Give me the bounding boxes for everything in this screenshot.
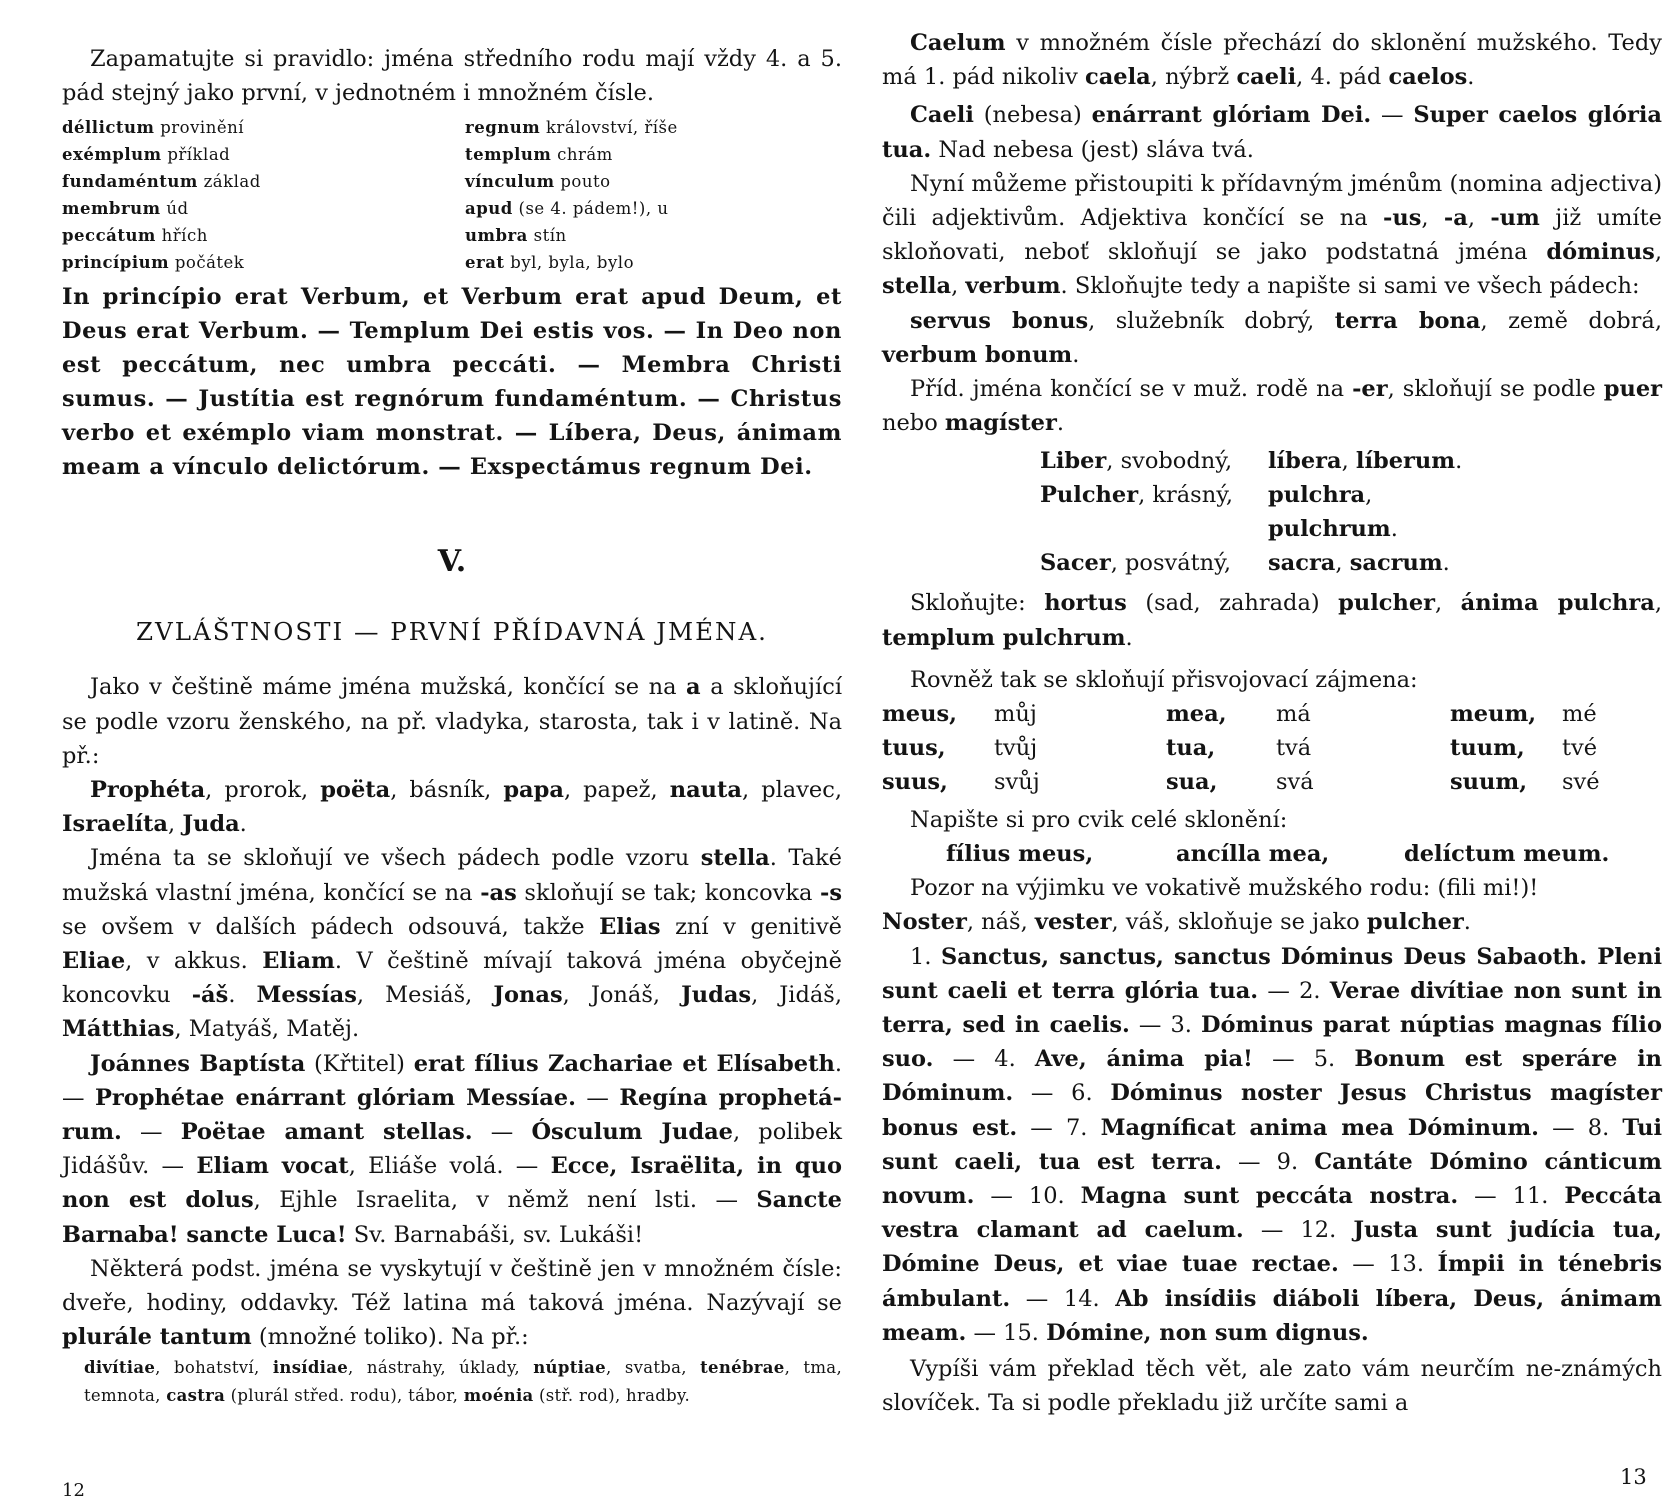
text-segment: , nástrahy, úklady, <box>348 1358 534 1378</box>
vocab-entry <box>62 222 465 249</box>
text-segment: . <box>228 982 257 1009</box>
page-number-right: 13 <box>1620 1465 1647 1489</box>
bold-term: Dóminus parat núptias magnas fílio suo. <box>882 1012 1662 1073</box>
pronoun-latin: sua, <box>1166 769 1218 796</box>
bold-term: pulchrum <box>1268 516 1391 543</box>
vocab-word: erat <box>465 253 505 273</box>
bold-term: hortus <box>1044 590 1127 617</box>
paragraph-plurale-tantum <box>62 1252 842 1355</box>
text-segment: — 6. <box>1013 1080 1111 1107</box>
bold-term: Elias <box>599 913 661 940</box>
bold-term: nauta <box>669 777 742 804</box>
paragraph-servus-bonus <box>882 304 1662 372</box>
bold-term: sacra <box>1268 550 1336 577</box>
text-segment: , Ejhle Israelita, v němž není lsti. — <box>253 1187 757 1214</box>
text-segment: a skloňující se podle vzoru ženského, na př. vladyka, starosta, tak i v latině. Na př.: <box>62 674 843 769</box>
vocab-meaning: chrám <box>557 145 613 165</box>
bold-term: -us <box>1383 205 1422 232</box>
bold-term: Sanctus, sanctus, sanctus Dóminus Deus Sabaoth. Pleni sunt caeli et terra glória tua. <box>882 943 1662 1004</box>
bold-term: a <box>686 674 701 701</box>
pronoun-latin: tuum, <box>1450 735 1525 762</box>
text-segment: , tma, temnota, <box>84 1358 842 1406</box>
bold-term: terra bona <box>1334 307 1481 334</box>
text-segment: , země dobrá, <box>1480 307 1662 334</box>
text-segment: , <box>1467 205 1491 232</box>
rule-paragraph: Zapamatujte si pravidlo: jména středního rodu mají vždy 4. a 5. pád stejný jako první, v jednotném i množném čísle. <box>62 46 842 107</box>
bold-term: Israelíta <box>62 811 169 838</box>
text-segment: . <box>1056 410 1064 437</box>
text-segment: , <box>1435 590 1461 617</box>
pronoun-czech: má <box>1276 701 1311 728</box>
text-segment: — <box>472 1119 532 1146</box>
page-number-left: 12 <box>62 1480 85 1501</box>
vocab-meaning: byl, byla, bylo <box>510 253 634 273</box>
pronoun-czech: tvá <box>1276 735 1312 762</box>
bold-term: caela <box>1085 64 1151 91</box>
bold-term: templum pulchrum <box>882 624 1126 651</box>
bold-term: Eliam <box>262 948 335 975</box>
text-segment: — 7. <box>1017 1114 1101 1141</box>
text-segment: . <box>1463 909 1471 936</box>
bold-term: Dómine, non sum dignus. <box>1046 1319 1369 1346</box>
paragraph-write-declension: Napište si pro cvik celé sklonění: <box>910 807 1288 834</box>
text-segment: — 2. <box>1258 977 1330 1004</box>
pronoun-latin: meus, <box>882 701 957 728</box>
bold-term: Sancte Barnaba! sancte Luca! <box>62 1187 842 1248</box>
bold-term: poëta <box>320 777 391 804</box>
paragraph-caelum <box>882 26 1662 94</box>
bold-term: Dóminus noster Jesus Christus magíster bonus est. <box>882 1080 1662 1141</box>
text-segment: , <box>168 811 183 838</box>
bold-term: Mátthias <box>62 1016 175 1043</box>
paragraph-caeli <box>882 98 1662 166</box>
paragraph-er-adjectives <box>882 372 1662 440</box>
plurale-tantum-list <box>62 1354 842 1410</box>
text-segment: Příd. jména končící se v muž. rodě na <box>910 376 1353 403</box>
text-segment: . Skloňujte tedy a napište si sami ve všech pádech: <box>1060 273 1640 300</box>
text-segment: zní v genitivě <box>660 913 842 940</box>
bold-term: Regína prophetá-rum. <box>62 1084 843 1146</box>
text-segment: — 13. <box>1338 1251 1438 1278</box>
text-segment: , plavec, <box>742 777 842 804</box>
text-segment: (množné toliko). Na př.: <box>251 1324 529 1351</box>
text-segment: (nebesa) <box>973 102 1092 129</box>
bold-term: Tui sunt caeli, tua est terra. <box>882 1114 1662 1175</box>
bold-term: Pulcher <box>1040 482 1139 509</box>
vocab-word: déllictum <box>62 118 155 138</box>
declension-example: ancílla mea, <box>1176 841 1330 868</box>
text-segment: . V češtině mívají taková jména obyčejně koncovku <box>62 948 842 1009</box>
bold-term: Magna sunt peccáta nostra. <box>1080 1183 1459 1210</box>
bold-term: Verae divítiae non sunt in terra, sed in caelis. <box>882 977 1662 1039</box>
text-segment: , Mesiáš, <box>356 982 494 1009</box>
text-segment: , Jidáš, <box>751 982 843 1009</box>
text-segment: — 5. <box>1252 1046 1355 1073</box>
pronoun-latin: suum, <box>1450 769 1528 796</box>
text-segment: (plurál střed. rodu), tábor, <box>225 1386 464 1406</box>
text-segment: již umíte skloňovati, neboť skloňují se jako podstatná jména <box>882 205 1662 266</box>
bold-term: enárrant glóriam Dei. <box>1091 102 1372 129</box>
vocab-word: princípium <box>62 253 170 273</box>
text-segment: (sad, zahrada) <box>1126 590 1339 617</box>
bold-term: castra <box>166 1386 226 1406</box>
bold-term: Jonas <box>493 982 563 1009</box>
bold-term: pulchra <box>1268 482 1366 509</box>
paragraph-examples <box>62 773 842 841</box>
text-segment: Některá podst. jména se vyskytují v češtině jen v množném čísle: dveře, hodiny, oddavky. Též latina má taková jména. Nazývají se <box>62 1255 842 1317</box>
text-segment: Sv. Barnabáši, sv. Lukáši! <box>346 1221 644 1248</box>
pronoun-czech: tvůj <box>994 735 1038 762</box>
text-segment: , nýbrž <box>1150 64 1237 91</box>
pronoun-latin: suus, <box>882 769 948 796</box>
vocab-entry <box>62 141 465 168</box>
text-segment: . <box>239 811 247 838</box>
pronoun-czech: můj <box>994 701 1037 728</box>
pronoun-czech: svá <box>1276 769 1314 796</box>
pronoun-latin: meum, <box>1450 701 1537 728</box>
text-segment: — <box>1371 102 1414 129</box>
text-segment: Nyní můžeme přistoupiti k přídavným jménům (nomina adjectiva) čili adjektivům. Adjektiva končící se na <box>882 170 1662 232</box>
pronoun-latin: mea, <box>1166 701 1227 728</box>
vocab-entry <box>465 114 842 141</box>
text-segment: , 4. pád <box>1296 64 1389 91</box>
text-segment: , prorok, <box>205 777 321 804</box>
bold-term: núptiae <box>533 1358 606 1378</box>
text-segment: — 11. <box>1458 1183 1565 1210</box>
bold-term: Eliae <box>62 948 126 975</box>
adjective-masculine <box>1040 546 1268 580</box>
bold-term: divítiae <box>84 1358 156 1378</box>
bold-term: líbera <box>1268 448 1342 475</box>
text-segment: , váš, skloňuje se jako <box>1111 909 1367 936</box>
bold-term: Caelum <box>910 30 1006 56</box>
text-segment: . Také mužská vlastní jména, končící se na <box>62 845 842 906</box>
bold-term: vester <box>1034 909 1112 936</box>
bold-term: líberum <box>1355 448 1456 475</box>
adjective-forms: sacra, sacrum. <box>1268 550 1450 577</box>
text-segment: , svatba, <box>605 1358 701 1378</box>
vocab-entry <box>465 168 842 195</box>
pronoun-czech: svůj <box>994 769 1040 796</box>
paragraph-noster-vester <box>882 905 1662 939</box>
text-segment: — 8. <box>1539 1114 1623 1141</box>
text-segment: , služebník dobrý, <box>1088 307 1335 334</box>
paragraph-adjectives <box>882 167 1662 304</box>
text-segment: v množném čísle přechází do sklonění mužského. Tedy má 1. pád nikoliv <box>882 30 1662 91</box>
bold-term: stella <box>882 273 952 300</box>
vocab-word: umbra <box>465 226 528 246</box>
vocab-entry <box>465 195 842 222</box>
bold-term: Ave, ánima pia! <box>1034 1046 1253 1073</box>
paragraph-masculine-a <box>62 670 842 773</box>
text-segment: , Eliáše volá. — <box>348 1153 551 1180</box>
text-segment: , <box>1654 590 1663 617</box>
vocab-meaning: počátek <box>174 253 245 273</box>
vocab-meaning: stín <box>533 226 567 246</box>
adjective-forms: pulchra, pulchrum. <box>1268 482 1398 543</box>
text-segment: , papež, <box>563 777 670 804</box>
bold-term: Judas <box>681 982 752 1009</box>
bold-term: caeli <box>1236 64 1297 91</box>
adjective-masculine <box>1040 444 1268 478</box>
bold-term: pulcher <box>1366 909 1464 936</box>
bold-term: Super caelos glória tua. <box>882 102 1662 163</box>
paragraph-latin-sentences <box>62 1047 842 1252</box>
bold-term: verbum bonum <box>882 341 1073 368</box>
bold-term: Bonum est speráre in Dóminum. <box>882 1046 1662 1107</box>
right-page <box>882 0 1662 1421</box>
vocab-word: regnum <box>465 118 541 138</box>
text-segment: — <box>575 1084 620 1111</box>
text-segment: . <box>1072 341 1080 368</box>
adjective-table <box>1040 444 1662 580</box>
text-segment: . — <box>62 1050 842 1111</box>
bold-term: -um <box>1490 205 1540 232</box>
left-page <box>62 0 842 1410</box>
text-segment: — 12. <box>1243 1217 1354 1244</box>
chapter-title: ZVLÁŠTNOSTI — PRVNÍ PŘÍDAVNÁ JMÉNA. <box>136 617 768 647</box>
text-segment: , <box>1421 205 1444 232</box>
pronoun-table <box>882 697 1662 799</box>
text-segment: , posvátný, <box>1110 550 1232 577</box>
vocab-meaning: pouto <box>560 172 611 192</box>
vocab-word: templum <box>465 145 552 165</box>
bold-term: dóminus <box>1546 239 1655 266</box>
text-segment: — 4. <box>933 1046 1035 1073</box>
declension-example: fílius meus, <box>946 841 1094 868</box>
paragraph-possessive: Rovněž tak se skloňují přisvojovací zájmena: <box>910 666 1418 693</box>
text-segment: , <box>951 273 966 300</box>
text-segment: , skloňují se podle <box>1387 376 1604 403</box>
vocab-meaning: úd <box>166 199 189 219</box>
text-segment: , básník, <box>390 777 504 804</box>
pronoun-czech: mé <box>1562 701 1597 728</box>
vocab-word: exémplum <box>62 145 162 165</box>
vocab-word: membrum <box>62 199 161 219</box>
vocab-entry <box>62 114 465 141</box>
vocab-entry <box>465 141 842 168</box>
vocabulary-list <box>62 114 842 276</box>
bold-term: Poëtae amant stellas. <box>180 1119 473 1146</box>
paragraph-translation-note: Vypíši vám překlad těch vět, ale zato vám neurčím ne-známých slovíček. Ta si podle překladu již určíte sami a <box>882 1356 1662 1417</box>
bold-term: papa <box>503 777 564 804</box>
bold-term: verbum <box>965 273 1061 300</box>
vocab-entry <box>62 249 465 276</box>
text-segment: (Křtitel) <box>305 1050 414 1077</box>
bold-term: Peccáta vestra clamant ad caelum. <box>882 1183 1662 1244</box>
vocab-word: vínculum <box>465 172 555 192</box>
bold-term: -áš <box>191 982 229 1009</box>
bold-term: sacrum <box>1349 550 1443 577</box>
text-segment: Skloňujte: <box>910 590 1045 617</box>
text-segment: , svobodný, <box>1106 448 1233 475</box>
bold-term: Magníficat anima mea Dóminum. <box>1100 1114 1539 1141</box>
bold-term: Eliam vocat <box>196 1153 349 1180</box>
exercise-sentences <box>882 940 1662 1350</box>
text-segment: Nad nebesa (jest) sláva tvá. <box>931 136 1254 163</box>
bold-term: caelos <box>1388 64 1468 91</box>
bold-term: -er <box>1352 376 1388 403</box>
text-segment: — 10. <box>974 1183 1081 1210</box>
vocab-word: fundaméntum <box>62 172 198 192</box>
pronoun-czech: tvé <box>1562 735 1598 762</box>
vocab-meaning: provinění <box>160 118 244 138</box>
vocab-meaning: hřích <box>161 226 208 246</box>
pronoun-latin: tua, <box>1166 735 1216 762</box>
declension-example: delíctum meum. <box>1404 841 1610 868</box>
bold-term: Justa sunt judícia tua, Dómine Deus, et viae tuae rectae. <box>882 1217 1662 1278</box>
text-segment: Jako v češtině máme jména mužská, končící se na <box>90 674 677 701</box>
bold-term: moénia <box>463 1386 534 1406</box>
bold-term: Prophétae enárrant glóriam Messíae. <box>94 1084 576 1111</box>
text-segment: , v akkus. <box>125 948 263 975</box>
paragraph-declension-exercise <box>882 586 1662 654</box>
adjective-forms: líbera, líberum. <box>1268 448 1463 475</box>
bold-term: stella <box>700 845 770 872</box>
bold-term: Messías <box>256 982 357 1009</box>
bold-term: Caeli <box>910 102 974 129</box>
paragraph-vocative-note: Pozor na výjimku ve vokativě mužského rodu: (fili mi!)! <box>910 875 1539 902</box>
bold-term: insídiae <box>272 1358 349 1378</box>
text-segment: (stř. rod), hradby. <box>533 1386 691 1406</box>
declension-examples <box>946 837 1662 871</box>
text-segment: — <box>121 1119 181 1146</box>
text-segment: , Matyáš, Matěj. <box>174 1016 360 1043</box>
text-segment: skloňují se tak; koncovka <box>516 879 820 906</box>
bold-term: plurále tantum <box>62 1324 252 1351</box>
text-segment: , bohatství, <box>155 1358 273 1378</box>
text-segment: nebo <box>882 410 945 437</box>
bold-term: tenébrae <box>700 1358 785 1378</box>
bold-term: -as <box>480 879 517 906</box>
vocab-entry <box>465 249 842 276</box>
bold-term: ánima pulchra <box>1460 590 1655 617</box>
bold-term: -s <box>819 879 842 906</box>
text-segment: . <box>1125 624 1133 651</box>
bold-term: servus bonus <box>910 307 1089 334</box>
bold-term: erat fílius Zachariae et Elísabeth <box>413 1050 835 1077</box>
text-segment: , náš, <box>966 909 1035 936</box>
bold-term: Noster <box>882 909 967 936</box>
text-segment: , <box>1654 239 1662 266</box>
text-segment: , krásný, <box>1138 482 1234 509</box>
bold-term: Prophéta <box>90 777 206 804</box>
text-segment: . <box>1467 64 1475 91</box>
bold-term: Ab insídiis diáboli líbera, Deus, ánimam meam. <box>882 1285 1662 1346</box>
text-segment: , Jonáš, <box>562 982 682 1009</box>
bold-term: puer <box>1603 376 1662 403</box>
pronoun-czech: své <box>1562 769 1600 796</box>
bold-term: Ósculum Judae <box>531 1119 733 1146</box>
text-segment: — 9. <box>1221 1148 1315 1175</box>
text-segment: Jména ta se skloňují ve všech pádech podle vzoru <box>90 845 701 872</box>
vocab-word: peccátum <box>62 226 156 246</box>
text-segment: — 14. <box>1010 1285 1116 1312</box>
vocab-meaning: příklad <box>167 145 231 165</box>
bold-term: Liber <box>1040 448 1107 475</box>
text-segment: 1. <box>910 943 941 970</box>
latin-exercise-block: In princípio erat Verbum, et Verbum erat apud Deum, et Deus erat Verbum. — Templum Dei estis vos. — In Deo non est peccátum, nec umbra peccáti. — Membra Christi sumus. — Justítia est regnórum fundaméntum. — Christus verbo et exémplo viam monstrat. — Líbera, Deus, ánimam meam a vínculo delictórum. — Exspectámus regnum Dei. <box>62 284 842 481</box>
vocab-entry <box>465 222 842 249</box>
bold-term: Joánnes Baptísta <box>90 1050 306 1077</box>
adjective-masculine <box>1040 478 1268 546</box>
vocab-entry <box>62 168 465 195</box>
vocab-meaning: základ <box>203 172 261 192</box>
bold-term: pulcher <box>1338 590 1436 617</box>
text-segment: — 3. <box>1129 1012 1201 1039</box>
vocab-entry <box>62 195 465 222</box>
text-segment: , polibek Jidášův. — <box>62 1119 842 1180</box>
vocab-meaning: (se 4. pádem!), u <box>518 199 669 219</box>
text-segment: se ovšem v dalších pádech odsouvá, takže <box>62 913 600 940</box>
bold-term: Ecce, Israëlita, in quo non est dolus <box>62 1153 843 1214</box>
bold-term: Ímpii in ténebris ámbulant. <box>882 1251 1662 1312</box>
bold-term: magíster <box>944 410 1057 437</box>
paragraph-declension-rule <box>62 841 842 1046</box>
bold-term: Cantáte Dómino cánticum novum. <box>882 1148 1662 1210</box>
bold-term: Juda <box>182 811 240 838</box>
bold-term: Sacer <box>1040 550 1111 577</box>
text-segment: — 15. <box>966 1319 1047 1346</box>
vocab-meaning: království, říše <box>545 118 678 138</box>
pronoun-latin: tuus, <box>882 735 946 762</box>
bold-term: -a <box>1443 205 1468 232</box>
vocab-word: apud <box>465 199 513 219</box>
chapter-number: V. <box>437 544 467 580</box>
